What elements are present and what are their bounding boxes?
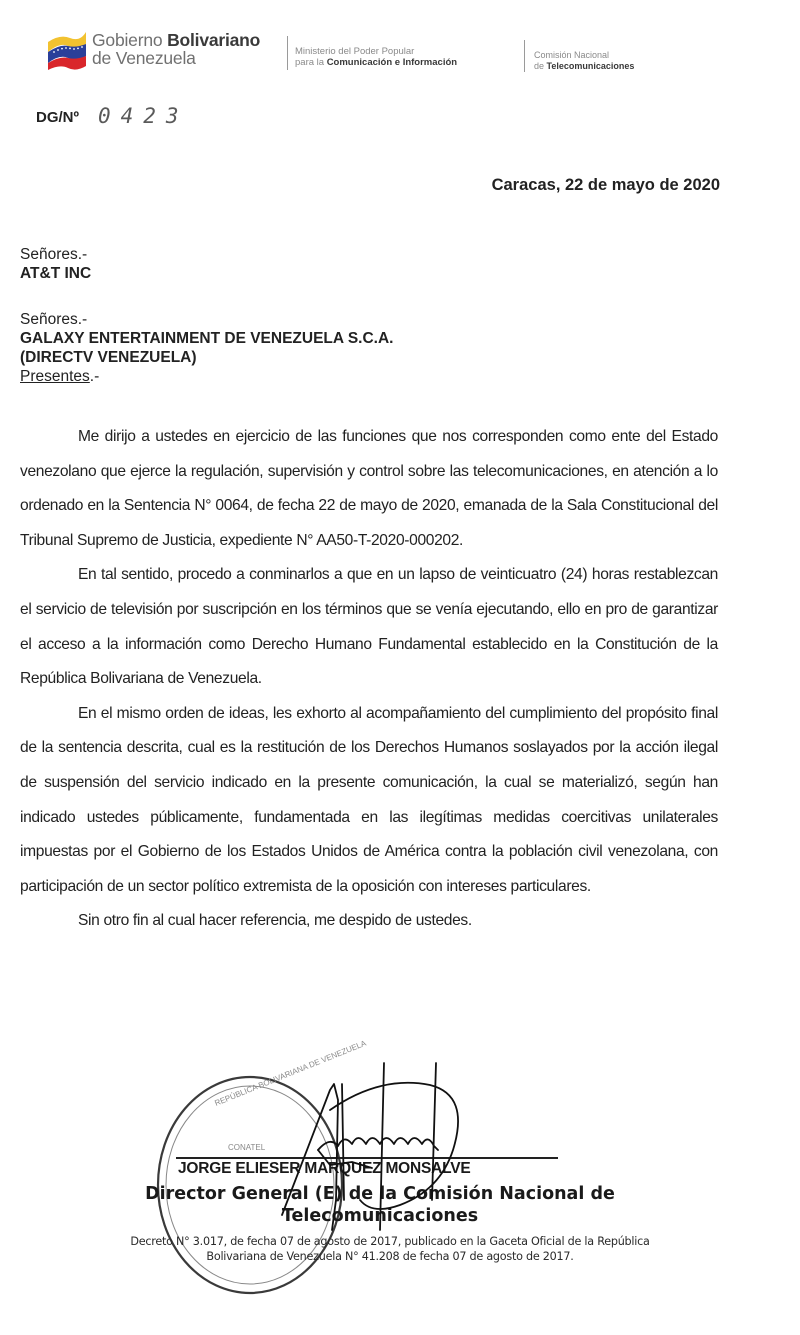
decree-line-2: Bolivariana de Venezuela N° 41.208 de fecha 07 de agosto de 2017. xyxy=(206,1250,574,1263)
ministerio-line-2: Comunicación e Información xyxy=(326,57,458,68)
presentes-suffix: .- xyxy=(89,368,100,385)
recipient-1-name: AT&T INC xyxy=(20,265,92,282)
bolivariano-text: Bolivariano xyxy=(167,30,261,50)
signatory-title-line-2: Telecomunicaciones xyxy=(281,1206,479,1226)
letterhead-divider xyxy=(524,40,525,72)
recipient-2-name-alt: (DIRECTV VENEZUELA) xyxy=(20,349,197,366)
presentes-word: Presentes xyxy=(20,368,90,385)
signature-line xyxy=(176,1157,558,1159)
ministerio-wordmark xyxy=(295,46,457,68)
date-line: Caracas, 22 de mayo de 2020 xyxy=(491,176,720,194)
paragraph-3: En el mismo orden de ideas, les exhorto al acompañamiento del cumplimiento del propósito final de la sentencia descrita, cual es la restitución de los Derechos Humanos soslayados por la acción ilegal de suspensión del servicio indicado en la presente comunicación, la cual se materializó, según han indicado ustedes públicamente, fundamentada en las ilegítimas medidas coercitivas unilaterales impuestas por el Gobierno de los Estados Unidos de América contra la población civil venezolana, con participación de un sector político extremista de la oposición con intereses particulares. xyxy=(20,704,718,895)
signatory-name: JORGE ELIESER MARQUEZ MONSALVE xyxy=(178,1160,471,1177)
reference-label: DG/Nº xyxy=(36,109,79,126)
presentes-line xyxy=(20,367,99,386)
conatel-wordmark xyxy=(534,50,634,72)
ministerio-line-1: Ministerio del Poder Popular xyxy=(295,46,415,57)
recipient-1-salutation: Señores.- xyxy=(20,246,88,263)
letter-body xyxy=(20,420,718,939)
paragraph-4: Sin otro fin al cual hacer referencia, me despido de ustedes. xyxy=(78,912,472,930)
comision-line-1: Comisión Nacional xyxy=(534,50,610,60)
gobierno-bolivariano-wordmark xyxy=(92,31,260,67)
signatory-title xyxy=(100,1183,660,1227)
de-venezuela-text: de Venezuela xyxy=(92,48,196,68)
recipient-2-salutation: Señores.- xyxy=(20,311,88,328)
seal-center-text: CONATEL xyxy=(228,1143,266,1152)
comision-de: de xyxy=(534,61,547,71)
reference-number: 0423 xyxy=(98,104,189,128)
letterhead-divider xyxy=(287,36,288,70)
venezuela-flag-logo-icon xyxy=(46,30,88,70)
decree-reference xyxy=(40,1234,740,1264)
paragraph-2: En tal sentido, procedo a conminarlos a que en un lapso de veinticuatro (24) horas restablezcan el servicio de televisión por suscripción en los términos que se venía ejecutando, ello en pro de garantizar el acceso a la información como Derecho Humano Fundamental establecido en la Constitución de la República Bolivariana de Venezuela. xyxy=(20,566,718,688)
paragraph-1: Me dirijo a ustedes en ejercicio de las funciones que nos corresponden como ente del Estado venezolano que ejerce la regulación, supervisión y control sobre las telecomunicaciones, en atención a lo ordenado en la Sentencia N° 0064, de fecha 22 de mayo de 2020, emanada de la Sala Constitucional del Tribunal Supremo de Justicia, expediente N° AA50-T-2020-000202. xyxy=(20,428,718,549)
signatory-title-line-1: Director General (E) de la Comisión Nacional de xyxy=(145,1184,615,1204)
gobierno-text: Gobierno xyxy=(92,30,168,50)
ministerio-para-la: para la xyxy=(295,57,327,68)
recipient-2-name: GALAXY ENTERTAINMENT DE VENEZUELA S.C.A. xyxy=(20,330,394,347)
comision-line-2: Telecomunicaciones xyxy=(546,61,635,71)
decree-line-1: Decreto N° 3.017, de fecha 07 de agosto de 2017, publicado en la Gaceta Oficial de la República xyxy=(130,1235,650,1248)
seal-outer-text: REPÚBLICA BOLIVARIANA DE VENEZUELA xyxy=(213,1038,368,1108)
